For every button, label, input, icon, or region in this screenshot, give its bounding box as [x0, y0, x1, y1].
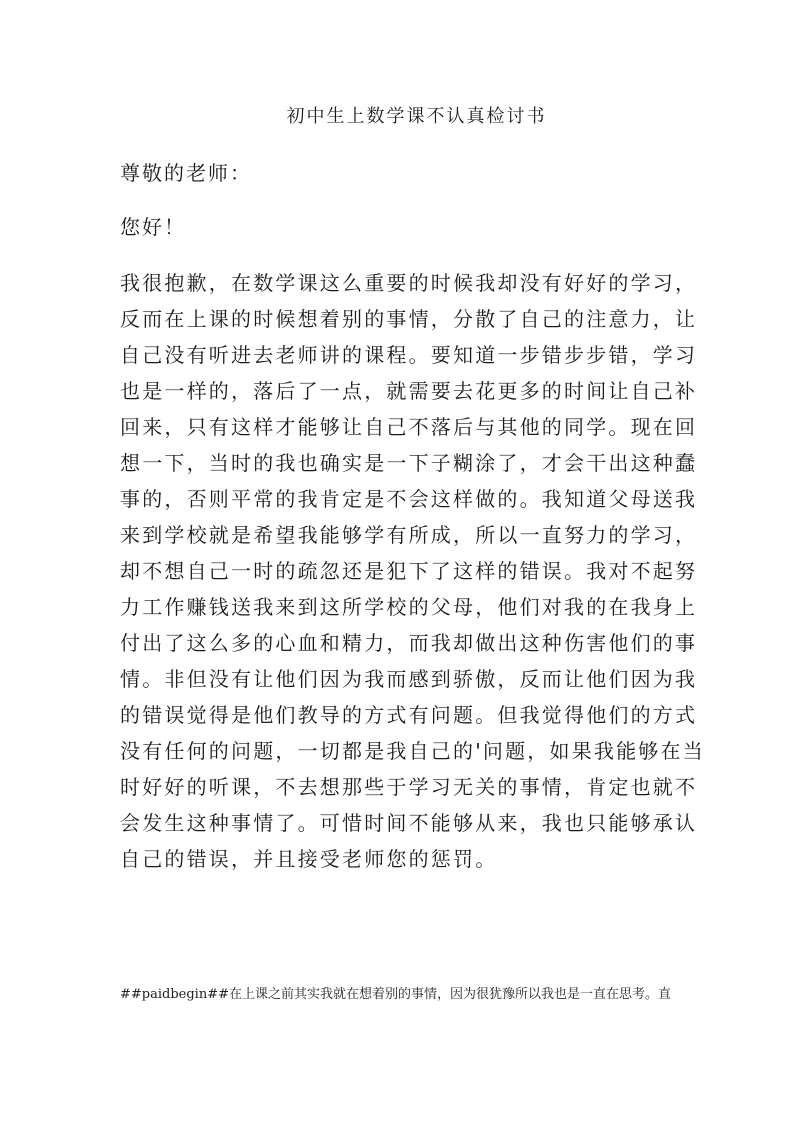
- body-line: 反而在上课的时候想着别的事情，分散了自己的注意力，让: [120, 307, 698, 331]
- body-line: 回来，只有这样才能够让自己不落后与其他的同学。现在回: [120, 415, 698, 439]
- salutation: 尊敬的老师：: [120, 161, 252, 185]
- body-line: 自己的错误，并且接受老师您的惩罚。: [120, 847, 498, 871]
- body-line: 却不想自己一时的疏忽还是犯下了这样的错误。我对不起努: [120, 559, 698, 583]
- body-line: 也是一样的，落后了一点，就需要去花更多的时间让自己补: [120, 379, 698, 403]
- body-line: 来到学校就是希望我能够学有所成，所以一直努力的学习，: [120, 523, 698, 547]
- body-line: 事的，否则平常的我肯定是不会这样做的。我知道父母送我: [120, 487, 698, 511]
- body-line: 时好好的听课，不去想那些于学习无关的事情，肯定也就不: [120, 775, 698, 799]
- body-line: 没有任何的问题，一切都是我自己的'问题，如果我能够在当: [120, 739, 705, 763]
- body-line: 情。非但没有让他们因为我而感到骄傲，反而让他们因为我: [120, 667, 698, 691]
- footer-preview-line: ##paidbegin##在上课之前其实我就在想着别的事情，因为很犹豫所以我也是一直在思考。直: [120, 987, 671, 1002]
- body-paragraph: [120, 265, 705, 877]
- document-title: 初中生上数学课不认真检讨书: [286, 106, 547, 127]
- body-line: 会发生这种事情了。可惜时间不能够从来，我也只能够承认: [120, 811, 698, 835]
- body-line: 想一下，当时的我也确实是一下子糊涂了，才会干出这种蠢: [120, 451, 698, 475]
- body-line: 付出了这么多的心血和精力，而我却做出这种伤害他们的事: [120, 631, 698, 655]
- body-line: 自己没有听进去老师讲的课程。要知道一步错步步错，学习: [120, 343, 698, 367]
- body-line: 的错误觉得是他们教导的方式有问题。但我觉得他们的方式: [120, 703, 698, 727]
- greeting: 您好！: [120, 215, 186, 239]
- body-line: 我很抱歉，在数学课这么重要的时候我却没有好好的学习，: [120, 271, 698, 295]
- body-line: 力工作赚钱送我来到这所学校的父母，他们对我的在我身上: [120, 595, 698, 619]
